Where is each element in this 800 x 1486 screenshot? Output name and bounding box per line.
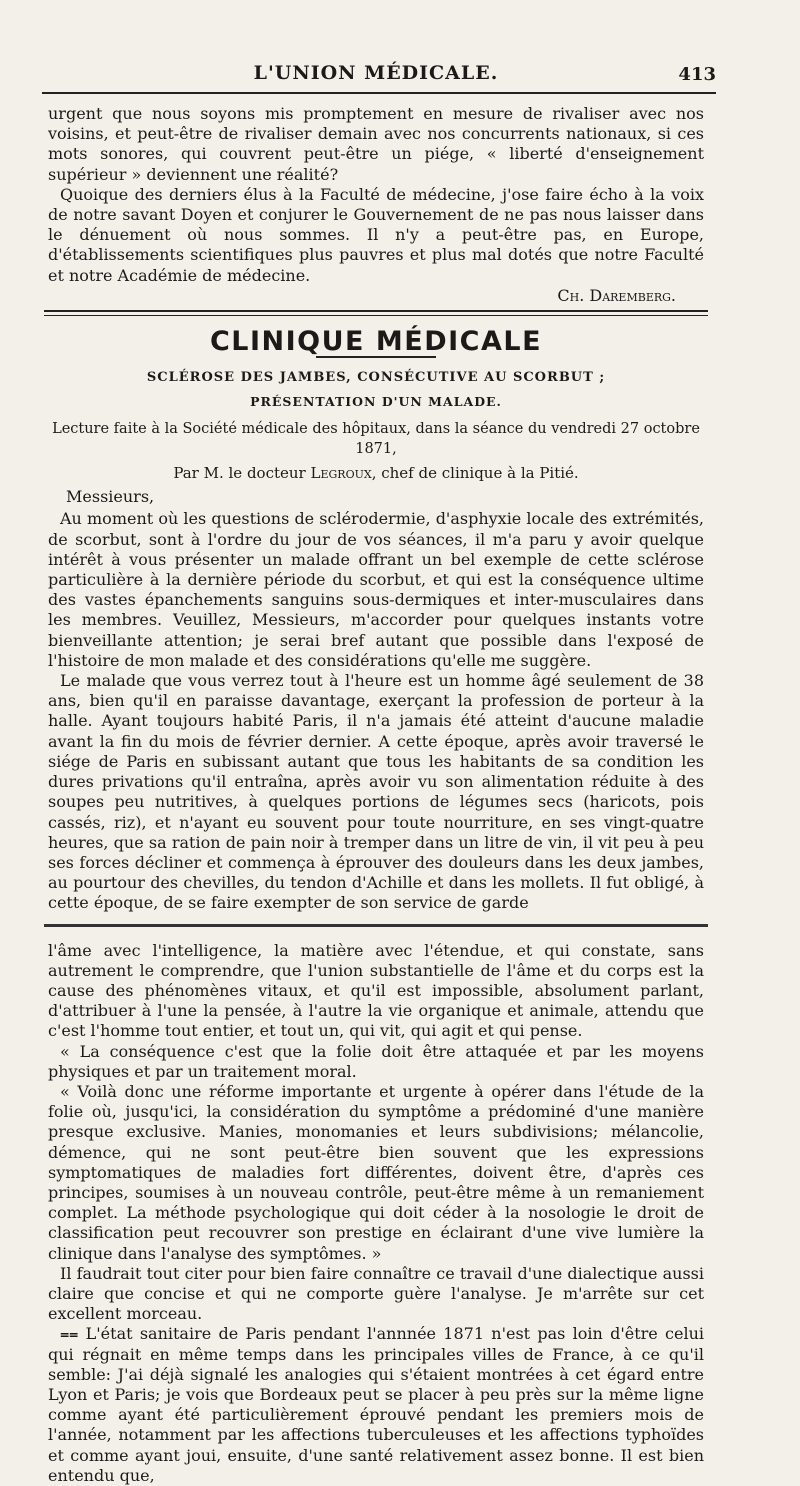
author-name: Legroux: [310, 464, 372, 483]
paragraph: urgent que nous soyons mis promptement en mesure de rivaliser avec nos voisins, et peut-être de rivaliser demain avec nos concurrents nationaux, si ces mots sonores, qui couvrent peut-être un piége, « liberté d'enseignement supérieur » deviennent une réalité?: [48, 104, 704, 184]
page-body: [48, 104, 704, 1486]
salutation: Messieurs,: [66, 487, 155, 507]
section-title: CLINIQUE MÉDICALE: [209, 326, 543, 358]
lecture-note: Lecture faite à la Société médicale des hôpitaux, dans la séance du vendredi 27 octobre 1871,: [52, 420, 700, 457]
paragraph: « Voilà donc une réforme importante et urgente à opérer dans l'étude de la folie où, jusqu'ici, la considération du symptôme a prédominé d'une manière presque exclusive. Manies, monomanies et leurs subdivisions; mélancolie, démence, qui ne sont peut-être bien souvent que les expressions symptomatiques de maladies fort différentes, doivent être, d'après ces principes, soumises à un nouveau contrôle, peut-être même à un remaniement complet. La méthode psychologique qui doit céder à la nosologie le droit de classification peut recouvrer son prestige en éclairant d'une vive lumière la clinique dans l'analyse des symptômes. »: [48, 1081, 704, 1263]
paragraph: Il faudrait tout citer pour bien faire connaître ce travail d'une dialectique aussi claire que concise et qui ne comporte guère l'analyse. Je m'arrête sur cet excellent morceau.: [48, 1263, 704, 1324]
article-subtitle: PRÉSENTATION D'UN MALADE.: [250, 394, 502, 410]
author-prefix: Par M. le docteur: [173, 464, 306, 483]
header-rule: [42, 92, 716, 94]
paragraph: ⩵ L'état sanitaire de Paris pendant l'annnée 1871 n'est pas loin d'être celui qui régnait en même temps dans les principales villes de France, à ce qu'il semble: J'ai déjà signalé les analogies qui s'étaient montrées à cet égard entre Lyon et Paris; je vois que Bordeaux peut se placer à peu près sur la même ligne comme ayant été particulièrement éprouvé pendant les premiers mois de l'année, notamment par les affections tuberculeuses et les affections typhoïdes et comme ayant joui, ensuite, d'une santé relativement assez bonne. Il est bien entendu que,: [48, 1324, 704, 1485]
article-title: SCLÉROSE DES JAMBES, CONSÉCUTIVE AU SCORBUT ;: [146, 370, 606, 386]
paragraph: Au moment où les questions de sclérodermie, d'asphyxie locale des extrémités, de scorbut, sont à l'ordre du jour de vos séances, il m'a paru y avoir quelque intérêt à vous présenter un malade offrant un bel exemple de cette sclérose particulière à la dernière période du scorbut, et qui est la conséquence ultime des vastes épanchements sanguins sous-dermiques et inter-musculaires dans les membres. Veuillez, Messieurs, m'accorder pour quelques instants votre bienveillante attention; je serai bref autant que possible dans l'exposé de l'histoire de mon malade et des considérations qu'elle me suggère.: [48, 509, 704, 670]
paragraph: « La conséquence c'est que la folie doit être attaquée et par les moyens physiques et par un traitement moral.: [48, 1041, 704, 1081]
feuilleton-divider: [44, 924, 708, 927]
signature: Ch. Daremberg.: [557, 285, 676, 305]
paragraph: Le malade que vous verrez tout à l'heure est un homme âgé seulement de 38 ans, bien qu'il en paraisse davantage, exerçant la profession de porteur à la halle. Ayant toujours habité Paris, il n'a jamais été atteint d'aucune maladie avant la fin du mois de février dernier. A cette époque, après avoir traversé le siége de Paris en subissant autant que tous les habitants de sa condition les dures privations qu'il entraîna, après avoir vu son alimentation réduite à des soupes peu nutritives, à quelques portions de légumes secs (haricots, pois cassés, riz), et n'ayant eu souvent pour toute nourriture, en ses vingt-quatre heures, que sa ration de pain noir à tremper dans un litre de vin, il vit peu à peu ses forces décliner et commença à éprouver des douleurs dans les deux jambes, au pourtour des chevilles, du tendon d'Achille et dans les mollets. Il fut obligé, à cette époque, de se faire exempter de son service de garde: [48, 671, 704, 913]
author-line: [48, 463, 704, 483]
section-divider: [44, 310, 708, 316]
page-number: 413: [678, 64, 716, 85]
paragraph: l'âme avec l'intelligence, la matière avec l'étendue, et qui constate, sans autrement le comprendre, que l'union substantielle de l'âme et du corps est la cause des phénomènes vitaux, et qu'il est impossible, absolument parlant, d'attribuer à l'une la pensée, à l'autre la vie organique et animale, attendu que c'est l'homme tout entier, et tout un, qui vit, qui agit et qui pense.: [48, 940, 704, 1041]
author-suffix: , chef de clinique à la Pitié.: [371, 464, 579, 483]
running-title: L'UNION MÉDICALE.: [253, 62, 499, 84]
running-head: [48, 62, 716, 90]
paragraph: Quoique des derniers élus à la Faculté de médecine, j'ose faire écho à la voix de notre savant Doyen et conjurer le Gouvernement de ne pas nous laisser dans le dénuement où nous sommes. Il n'y a peut-être pas, en Europe, d'établissements scientifiques plus pauvres et plus mal dotés que notre Faculté et notre Académie de médecine.: [48, 184, 704, 285]
